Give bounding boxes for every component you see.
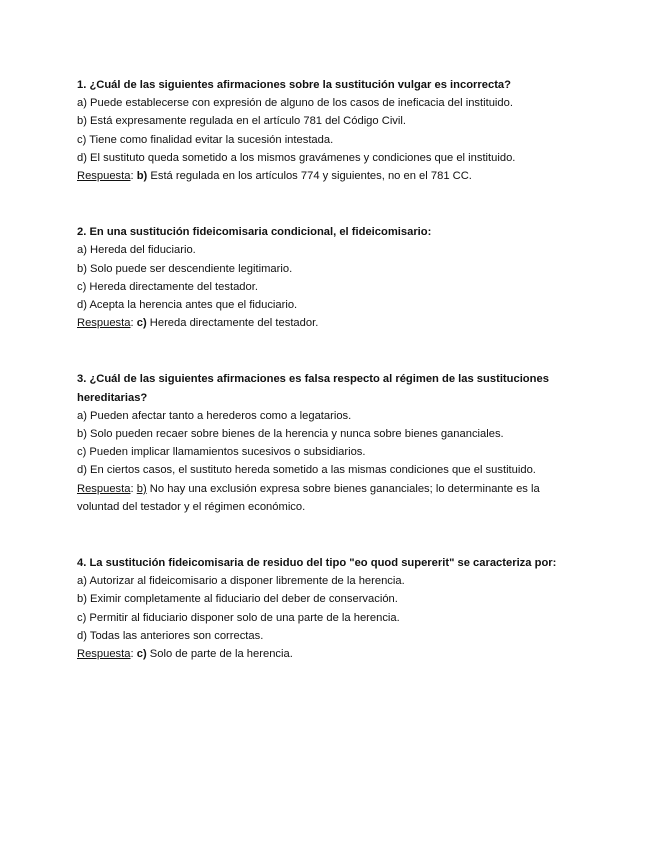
option-d: d) En ciertos casos, el sustituto hereda sometido a las mismas condiciones que el sustituido.	[77, 464, 536, 477]
question-title: 4. La sustitución fideicomisaria de residuo del tipo "eo quod supererit" se caracteriza por:	[77, 557, 557, 570]
answer-line	[77, 480, 582, 516]
answer-text: Está regulada en los artículos 774 y siguientes, no en el 781 CC.	[147, 170, 472, 183]
answer-label: Respuesta	[77, 317, 131, 330]
answer-text: Solo de parte de la herencia.	[146, 648, 293, 661]
question-4	[77, 554, 582, 663]
answer-line	[77, 167, 582, 185]
option-a: a) Puede establecerse con expresión de alguno de los casos de ineficacia del instituido.	[77, 97, 513, 110]
option-c: c) Tiene como finalidad evitar la sucesión intestada.	[77, 133, 334, 146]
option-b: b) Solo pueden recaer sobre bienes de la herencia y nunca sobre bienes gananciales.	[77, 428, 504, 441]
question-title: 2. En una sustitución fideicomisaria condicional, el fideicomisario:	[77, 226, 432, 239]
question-2	[77, 223, 582, 332]
answer-label: Respuesta	[77, 482, 131, 495]
option-b: b) Solo puede ser descendiente legitimario.	[77, 262, 293, 275]
answer-letter: c)	[136, 317, 147, 330]
answer-label: Respuesta	[77, 648, 131, 661]
answer-colon: :	[130, 648, 137, 661]
answer-label: Respuesta	[77, 170, 131, 183]
option-b: b) Está expresamente regulada en el artículo 781 del Código Civil.	[77, 115, 406, 128]
option-d: d) Acepta la herencia antes que el fiduciario.	[77, 299, 298, 312]
option-a: a) Autorizar al fideicomisario a disponer libremente de la herencia.	[77, 575, 405, 588]
option-d: d) El sustituto queda sometido a los mismos gravámenes y condiciones que el instituido.	[77, 151, 516, 164]
answer-line	[77, 314, 582, 332]
question-title: 1. ¿Cuál de las siguientes afirmaciones sobre la sustitución vulgar es incorrecta?	[77, 79, 511, 91]
answer-text: No hay una exclusión expresa sobre bienes gananciales; lo determinante es la voluntad del testador y el régimen económico.	[77, 482, 540, 513]
question-title: 3. ¿Cuál de las siguientes afirmaciones es falsa respecto al régimen de las sustituciones hereditarias?	[77, 373, 549, 404]
document-page	[77, 76, 582, 701]
option-c: c) Permitir al fiduciario disponer solo de una parte de la herencia.	[77, 611, 400, 624]
option-b: b) Eximir completamente al fiduciario del deber de conservación.	[77, 593, 398, 606]
answer-colon: :	[130, 482, 137, 495]
option-c: c) Hereda directamente del testador.	[77, 280, 258, 293]
option-a: a) Hereda del fiduciario.	[77, 244, 196, 257]
answer-letter: c)	[136, 648, 147, 661]
question-3	[77, 370, 582, 516]
question-1	[77, 76, 582, 185]
answer-line	[77, 645, 582, 663]
answer-colon: :	[130, 170, 137, 183]
answer-letter: b)	[136, 170, 148, 183]
answer-colon: :	[130, 317, 137, 330]
answer-text: Hereda directamente del testador.	[146, 317, 319, 330]
option-c: c) Pueden implicar llamamientos sucesivos o subsidiarios.	[77, 446, 366, 459]
option-d: d) Todas las anteriores son correctas.	[77, 629, 264, 642]
answer-letter: b)	[136, 482, 147, 495]
option-a: a) Pueden afectar tanto a herederos como a legatarios.	[77, 409, 352, 422]
